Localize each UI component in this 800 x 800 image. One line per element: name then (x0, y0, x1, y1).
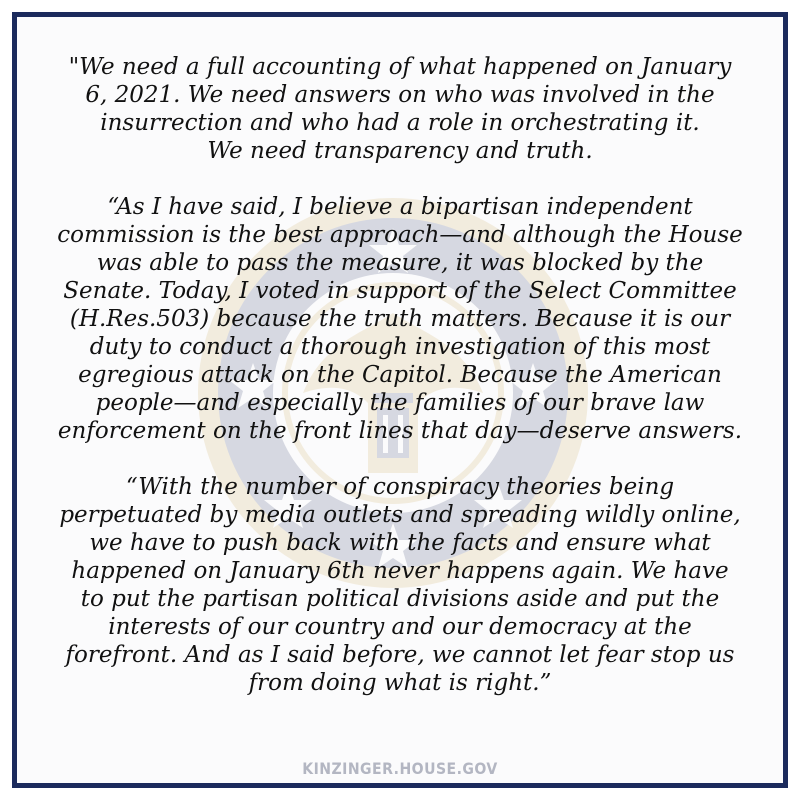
statement-line: "We need a full accounting of what happened on January (68, 54, 732, 80)
statement-line: forefront. And as I said before, we cannot let fear stop us (65, 642, 735, 668)
statement-line: Senate. Today, I voted in support of the Select Committee (63, 278, 737, 304)
statement-line: people—and especially the families of our brave law (95, 390, 705, 416)
statement-line: perpetuated by media outlets and spreading wildly online, (59, 502, 741, 528)
quote-card (12, 12, 788, 788)
statement-line: insurrection and who had a role in orchestrating it. (100, 110, 700, 136)
statement-line: duty to conduct a thorough investigation of this most (89, 334, 711, 360)
statement-text (31, 53, 769, 725)
statement-paragraph (31, 193, 769, 445)
statement-line: interests of our country and our democracy at the (108, 614, 692, 640)
statement-line: we have to push back with the facts and ensure what (89, 530, 711, 556)
statement-line: “As I have said, I believe a bipartisan independent (107, 194, 693, 220)
statement-line: was able to pass the measure, it was blocked by the (96, 250, 704, 276)
statement-line: “With the number of conspiracy theories being (125, 474, 675, 500)
statement-line: egregious attack on the Capitol. Because the American (78, 362, 722, 388)
website-url: KINZINGER.HOUSE.GOV (302, 759, 498, 778)
statement-line: 6, 2021. We need answers on who was involved in the (85, 82, 715, 108)
statement-line: to put the partisan political divisions aside and put the (80, 586, 720, 612)
statement-line: We need transparency and truth. (207, 138, 593, 164)
statement-paragraph (31, 53, 769, 165)
statement-line: enforcement on the front lines that day—deserve answers. (57, 418, 743, 444)
statement-line: happened on January 6th never happens again. We have (71, 558, 729, 584)
statement-line: commission is the best approach—and although the House (57, 222, 743, 248)
statement-line: (H.Res.503) because the truth matters. Because it is our (69, 306, 731, 332)
statement-line: from doing what is right.” (248, 670, 552, 696)
statement-paragraph (31, 473, 769, 697)
